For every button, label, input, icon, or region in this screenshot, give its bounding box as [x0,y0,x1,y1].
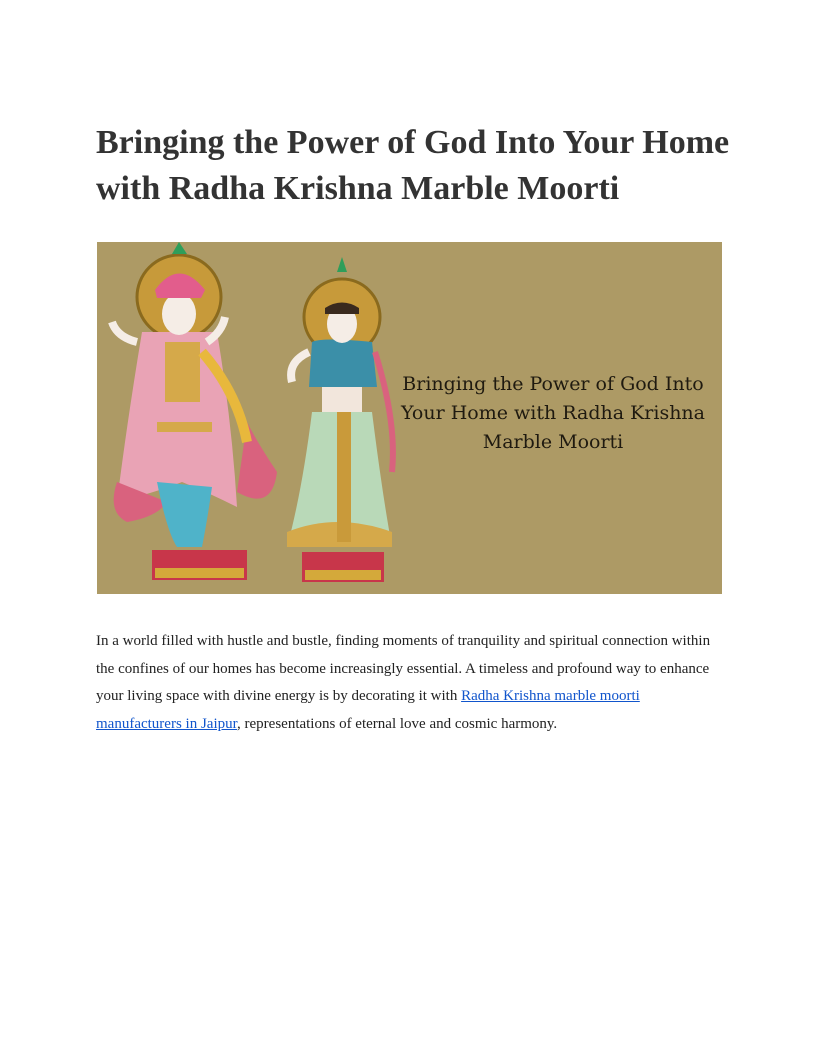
radha-statue [287,257,393,582]
radha-krishna-moorti-link[interactable]: Radha Krishna marble moorti manufacturers in Jaipur [96,688,640,732]
hero-caption: Bringing the Power of God Into Your Home with Radha Krishna Marble Moorti [401,373,705,453]
hero-image [97,242,722,594]
krishna-statue [112,242,277,580]
intro-text-before: In a world filled with hustle and bustle, finding moments of tranquility and spiritual connection within the confines of our homes has become increasingly essential. A timeless and profound way to enhance your living space with divine energy is by decorating it with [96,633,711,704]
intro-paragraph [96,628,720,738]
page-title: Bringing the Power of God Into Your Home with Radha Krishna Marble Moorti [96,124,730,207]
intro-text-after: , representations of eternal love and cosmic harmony. [237,715,558,732]
